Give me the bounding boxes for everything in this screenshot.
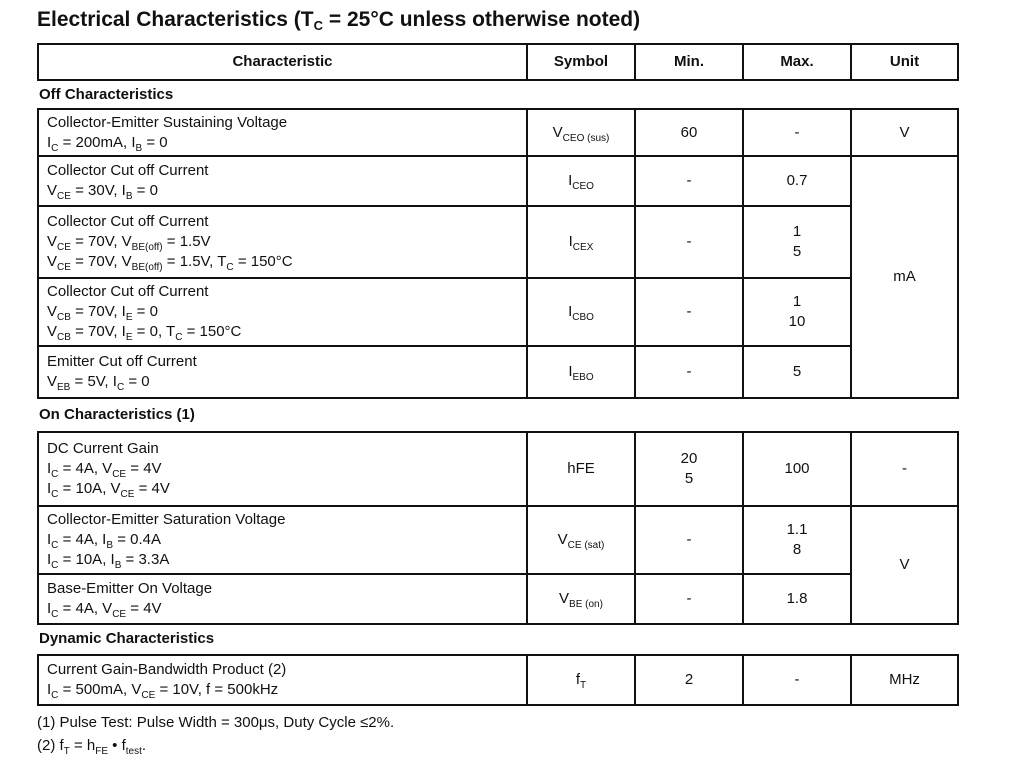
table-row: Current Gain-Bandwidth Product (2) $I_C = 500mA$, $V_{CE} = 10V$, f = 500kHz $f_T$ 2 - MHz xyxy=(38,655,958,705)
footnote-1: (1) Pulse Test: Pulse Width = 300μs, Duty Cycle ≤2%. xyxy=(37,714,395,731)
on-table xyxy=(37,431,959,625)
unit-ma-cell: mA xyxy=(851,156,958,398)
table-row: DC Current Gain $I_C = 4A$, $V_{CE} = 4V$ $I_C = 10A$, $V_{CE} = 4V$ hFE 20 5 100 - xyxy=(38,432,958,506)
col-characteristic: Characteristic xyxy=(38,44,527,80)
table-row: Collector Cut off Current $V_{CE} = 30V$, $I_B = 0$ $I_{CEO}$ - 0.7 mA xyxy=(38,156,958,206)
table-row: Emitter Cut off Current $V_{EB} = 5V$, $I_C = 0$ $I_{EBO}$ - 5 xyxy=(38,346,958,398)
col-max: Max. xyxy=(743,44,851,80)
unit-v-cell: V xyxy=(851,506,958,624)
page-title: Electrical Characteristics ($T_C = 25^\circ C$ unless otherwise noted) xyxy=(37,8,641,33)
section-dynamic: Dynamic Characteristics xyxy=(39,630,215,647)
table-row: Collector-Emitter Sustaining Voltage $I_C = 200mA$, $I_B = 0$ $V_{CEO (sus)}$ 60 - V xyxy=(38,109,958,156)
col-unit: Unit xyxy=(851,44,958,80)
dynamic-table xyxy=(37,654,959,706)
off-table xyxy=(37,108,959,399)
col-symbol: Symbol xyxy=(527,44,635,80)
table-row: Base-Emitter On Voltage $I_C = 4A$, $V_{CE} = 4V$ $V_{BE (on)}$ - 1.8 xyxy=(38,574,958,624)
section-off: Off Characteristics xyxy=(39,86,174,103)
header-table xyxy=(37,43,959,81)
footnote-2: (2) $f_T = h_{FE}$ • $f_{test}$. xyxy=(37,737,147,757)
table-row: Collector-Emitter Saturation Voltage $I_C = 4A$, $I_B = 0.4A$ $I_C = 10A$, $I_B = 3.3A$ $V_{CE (sat)}$ - 1.1 8 V xyxy=(38,506,958,574)
table-row: Collector Cut off Current $V_{CE} = 70V$, $V_{BE(off)} = 1.5V$ $V_{CE} = 70V$, $V_{BE(off)} = 1.5V$, $T_C = 150^\circ C$ $I_{CEX}$ - 1 5 xyxy=(38,206,958,278)
col-min: Min. xyxy=(635,44,743,80)
section-on: On Characteristics (1) xyxy=(39,406,195,423)
table-row: Collector Cut off Current $V_{CB} = 70V$, $I_E = 0$ $V_{CB} = 70V$, $I_E = 0$, $T_C = 150^\circ C$ $I_{CBO}$ - 1 10 xyxy=(38,278,958,346)
